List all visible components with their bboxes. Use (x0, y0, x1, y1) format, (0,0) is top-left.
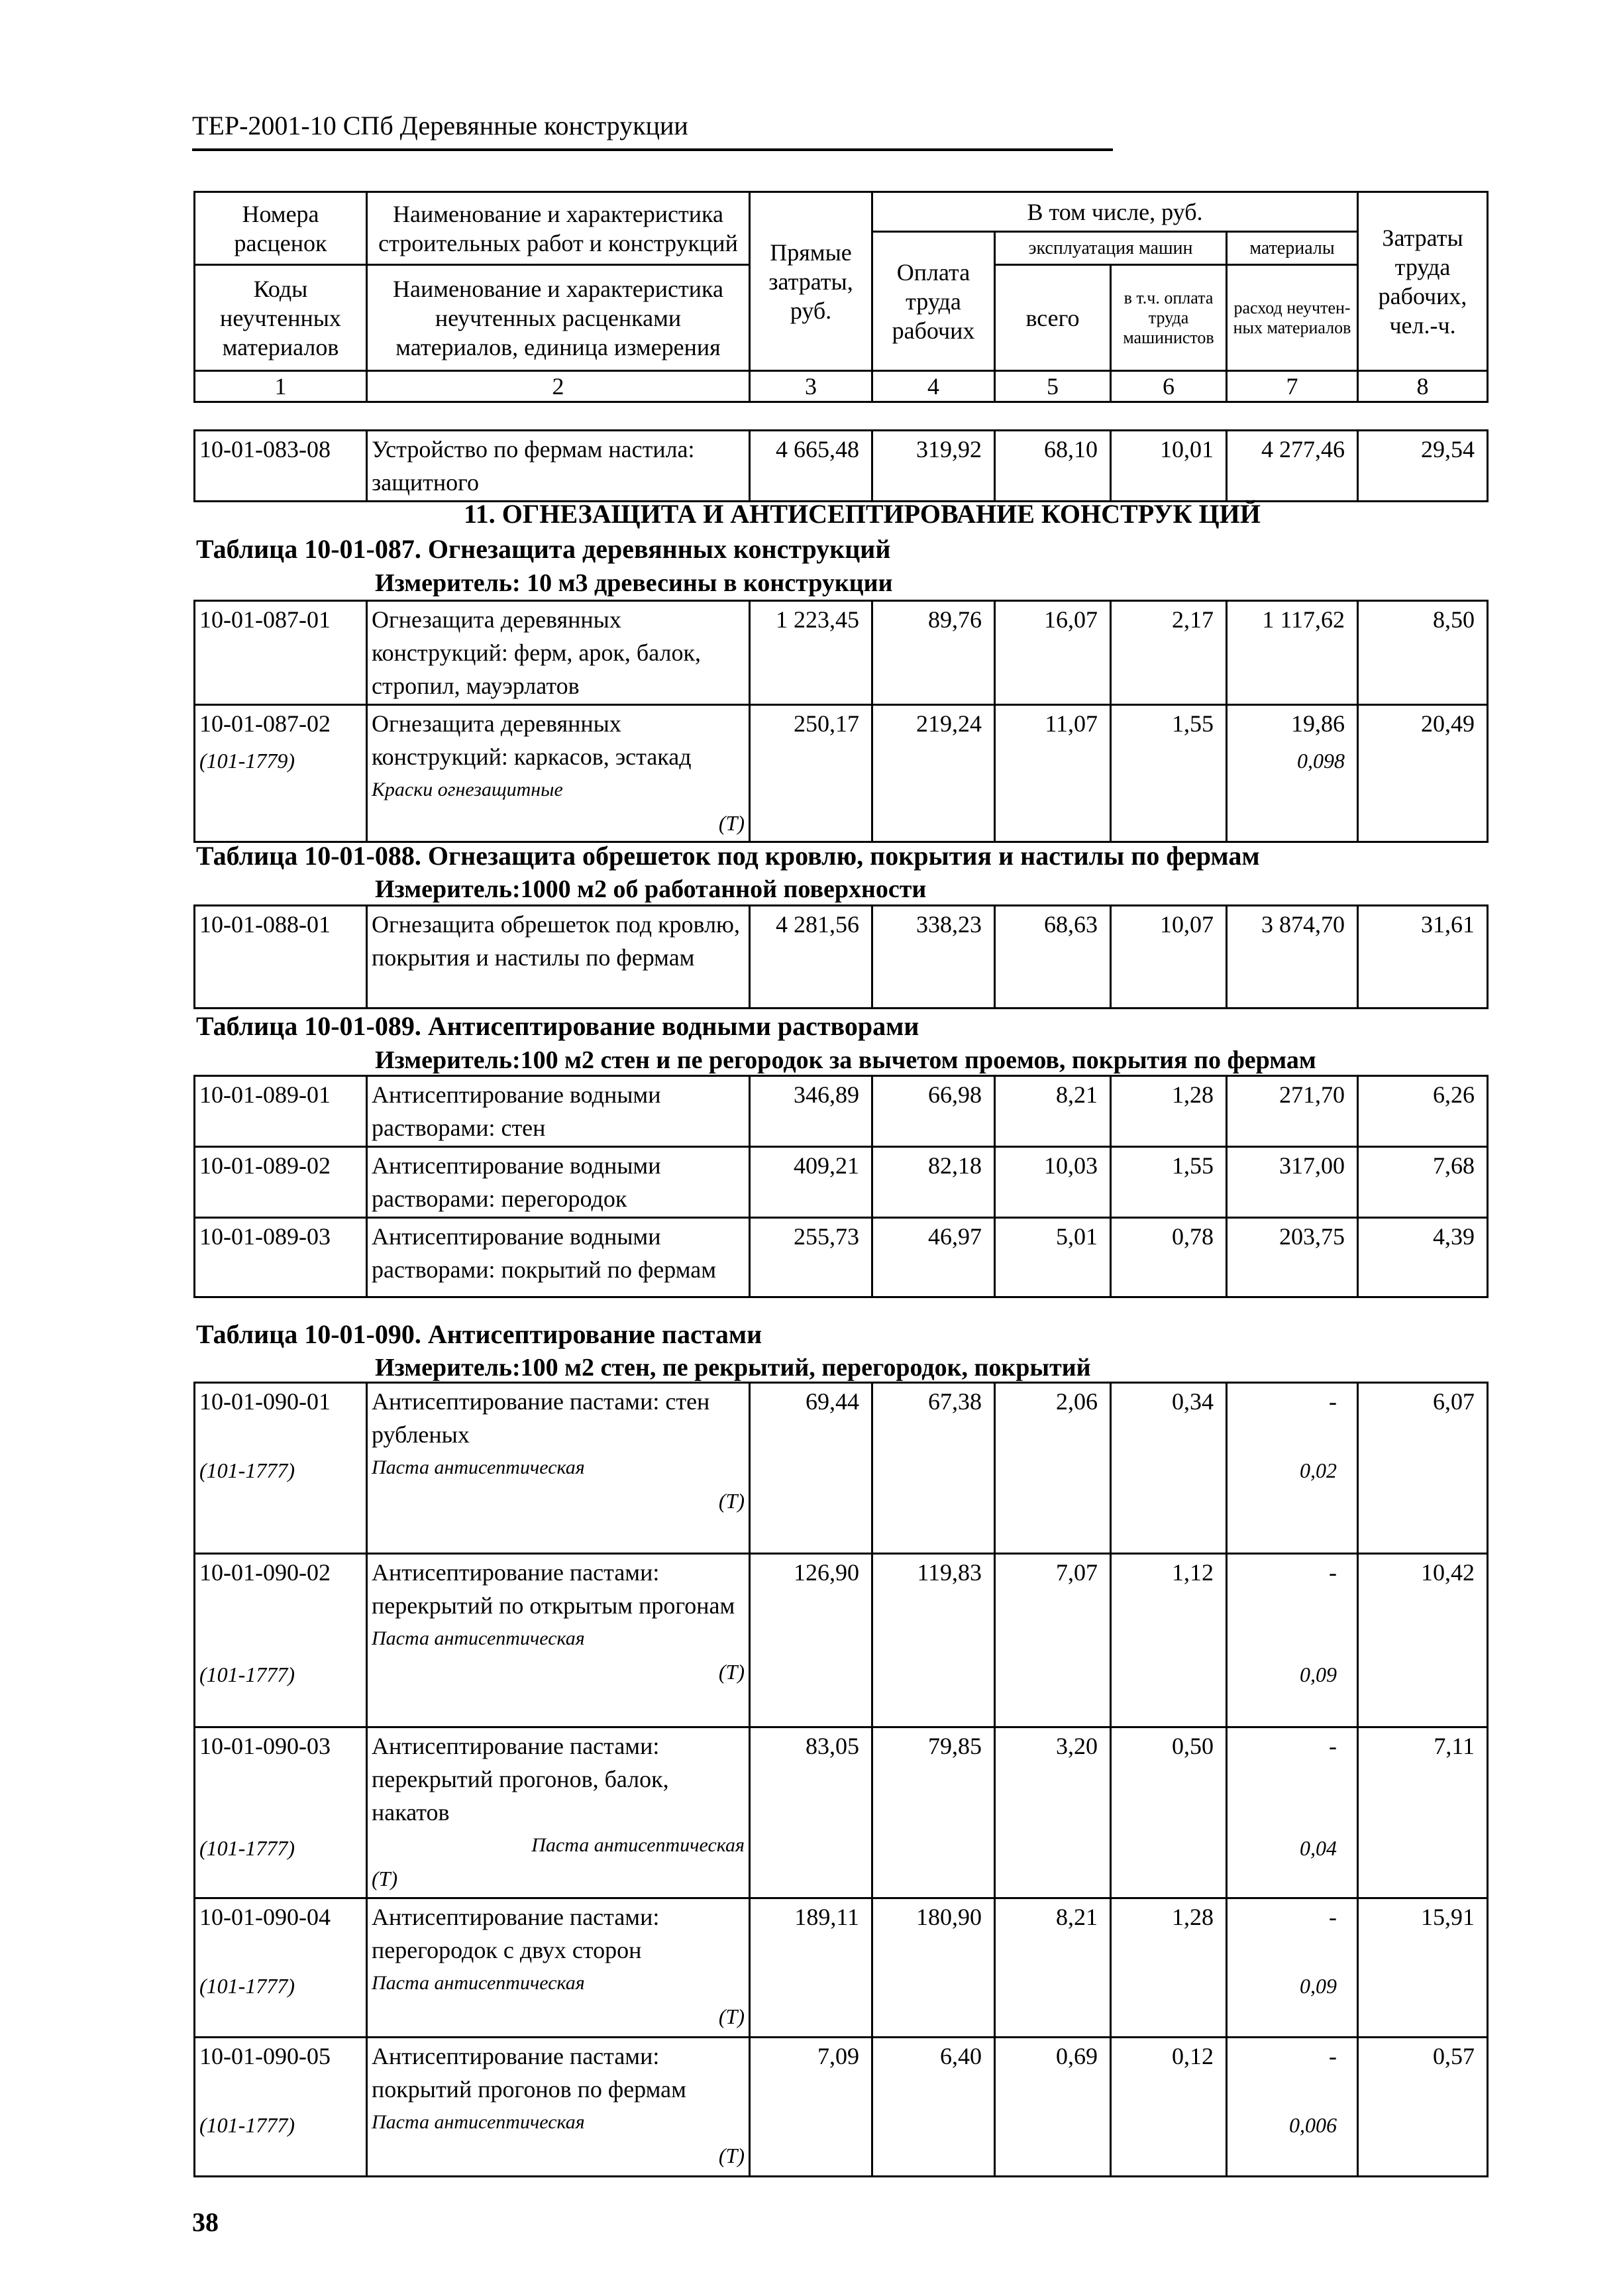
material-cost: 317,00 (1227, 1147, 1358, 1218)
rate-code: 10-01-090-01 (199, 1388, 331, 1415)
col-number: 6 (1111, 371, 1227, 402)
direct-cost: 69,44 (750, 1383, 872, 1554)
rate-code: 10-01-087-01 (195, 601, 367, 705)
table-title: Таблица 10-01-088. Огнезащита обрешеток под кровлю, покрытия и настилы по фермам (196, 841, 1260, 871)
material-cost: - (1329, 1904, 1337, 1930)
material-cost: 19,86 (1291, 710, 1345, 737)
labor-cost: 82,18 (872, 1147, 995, 1218)
material-cost: - (1329, 2043, 1337, 2069)
labor-hours: 7,68 (1358, 1147, 1488, 1218)
rate-code: 10-01-090-05 (199, 2043, 331, 2069)
direct-cost: 126,90 (750, 1554, 872, 1727)
labor-hours: 8,50 (1358, 601, 1488, 705)
measure-unit: Измеритель: 10 м3 древесины в конструкции (375, 569, 893, 597)
col1-header-top: Номера расценок (195, 192, 367, 265)
measure-unit: Измеритель:100 м2 стен и пе регородок за вычетом проемов, покрытия по фермам (375, 1046, 1316, 1074)
material-qty: 0,09 (1300, 1974, 1337, 1998)
labor-hours: 10,42 (1358, 1554, 1488, 1727)
material-code: (101-1777) (199, 2113, 295, 2137)
rate-code: 10-01-089-01 (195, 1076, 367, 1147)
direct-cost: 83,05 (750, 1727, 872, 1898)
group-header: В том числе, руб. (872, 192, 1358, 232)
machine-cost: 2,06 (995, 1383, 1111, 1554)
unit-mark: (Т) (718, 2004, 745, 2028)
col-number: 5 (995, 371, 1111, 402)
direct-cost: 1 223,45 (750, 601, 872, 705)
table-row (195, 1218, 1488, 1297)
rate-name: Антисептирование водными растворами: стен (367, 1076, 750, 1147)
material-name: Паста антисептическая (372, 1456, 585, 1478)
table-row (195, 1383, 1488, 1554)
material-code: (101-1777) (199, 1663, 295, 1686)
rate-name: Огнезащита деревянных конструкций: ферм, арок, балок, стропил, мауэрлатов (367, 601, 750, 705)
machinist-cost: 1,28 (1111, 1076, 1227, 1147)
labor-hours: 6,07 (1358, 1383, 1488, 1554)
direct-cost: 4 281,56 (750, 906, 872, 1009)
material-name: Паста антисептическая (372, 2111, 585, 2133)
col7-header: расход неучтен-ных материалов (1227, 265, 1358, 371)
material-name: Паста антисептическая (372, 1627, 585, 1649)
machinist-cost: 0,78 (1111, 1218, 1227, 1297)
machine-cost: 68,63 (995, 906, 1111, 1009)
machinist-cost: 1,28 (1111, 1898, 1227, 2038)
table-title: Таблица 10-01-089. Антисептирование водными растворами (196, 1011, 919, 1041)
table-row (195, 705, 1488, 842)
table-row (195, 906, 1488, 1009)
machine-cost: 16,07 (995, 601, 1111, 705)
labor-hours: 7,11 (1358, 1727, 1488, 1898)
material-name: Паста антисептическая (372, 1972, 585, 1994)
machine-cost: 5,01 (995, 1218, 1111, 1297)
labor-hours: 0,57 (1358, 2038, 1488, 2177)
machinist-cost: 10,01 (1111, 431, 1227, 502)
direct-cost: 409,21 (750, 1147, 872, 1218)
unit-mark: (Т) (718, 811, 745, 835)
material-code: (101-1779) (199, 749, 295, 773)
labor-hours: 15,91 (1358, 1898, 1488, 2038)
machinist-cost: 1,12 (1111, 1554, 1227, 1727)
labor-hours: 31,61 (1358, 906, 1488, 1009)
rate-code: 10-01-090-03 (199, 1733, 331, 1759)
running-header: ТЕР-2001-10 СПб Деревянные конструкции (192, 111, 688, 140)
direct-cost: 189,11 (750, 1898, 872, 2038)
machinist-cost: 1,55 (1111, 1147, 1227, 1218)
labor-cost: 119,83 (872, 1554, 995, 1727)
table-row (195, 1898, 1488, 2038)
rate-name: Антисептирование пастами: стен рубленых (372, 1388, 710, 1448)
direct-cost: 4 665,48 (750, 431, 872, 502)
table-087 (193, 600, 1489, 843)
rate-code: 10-01-088-01 (195, 906, 367, 1009)
col2-header-top: Наименование и характеристика строительных работ и конструкций (367, 192, 750, 265)
machinist-cost: 2,17 (1111, 601, 1227, 705)
rate-name: Антисептирование водными растворами: перегородок (367, 1147, 750, 1218)
labor-cost: 79,85 (872, 1727, 995, 1898)
labor-hours: 6,26 (1358, 1076, 1488, 1147)
machine-cost: 10,03 (995, 1147, 1111, 1218)
table-083-08 (193, 429, 1489, 502)
unit-mark: (Т) (372, 1867, 398, 1890)
machinist-cost: 0,50 (1111, 1727, 1227, 1898)
rate-code: 10-01-089-02 (195, 1147, 367, 1218)
machine-cost: 11,07 (995, 705, 1111, 842)
col-number: 8 (1358, 371, 1488, 402)
column-header-table (193, 191, 1489, 403)
col8-header: Затраты труда рабочих, чел.-ч. (1358, 192, 1488, 371)
unit-mark: (Т) (718, 1489, 745, 1513)
col1-header-bottom: Коды неучтенных материалов (195, 265, 367, 371)
materials-header: материалы (1227, 232, 1358, 265)
rate-code: 10-01-090-02 (199, 1559, 331, 1586)
rate-name: Антисептирование пастами: перегородок с двух сторон (372, 1904, 660, 1963)
rate-name: Огнезащита обрешеток под кровлю, покрытия и настилы по фермам (367, 906, 750, 1009)
table-title: Таблица 10-01-087. Огнезащита деревянных конструкций (196, 534, 891, 564)
unit-mark: (Т) (718, 2144, 745, 2167)
machinist-cost: 0,34 (1111, 1383, 1227, 1554)
col5-header: всего (995, 265, 1111, 371)
unit-mark: (Т) (718, 1660, 745, 1684)
table-090 (193, 1382, 1489, 2177)
direct-cost: 255,73 (750, 1218, 872, 1297)
material-cost: - (1329, 1388, 1337, 1415)
rate-name: Антисептирование пастами: перекрытий по открытым прогонам (372, 1559, 735, 1619)
material-qty: 0,098 (1297, 749, 1345, 773)
rate-name: Огнезащита деревянных конструкций: каркасов, эстакад (372, 710, 692, 770)
page-number: 38 (192, 2207, 219, 2237)
machine-cost: 68,10 (995, 431, 1111, 502)
labor-hours: 20,49 (1358, 705, 1488, 842)
rate-code: 10-01-089-03 (195, 1218, 367, 1297)
material-cost: - (1329, 1559, 1337, 1586)
col-number: 4 (872, 371, 995, 402)
machine-cost: 8,21 (995, 1898, 1111, 2038)
table-row (195, 1076, 1488, 1147)
labor-cost: 46,97 (872, 1218, 995, 1297)
labor-cost: 66,98 (872, 1076, 995, 1147)
machinist-cost: 10,07 (1111, 906, 1227, 1009)
machinist-cost: 0,12 (1111, 2038, 1227, 2177)
direct-cost: 7,09 (750, 2038, 872, 2177)
labor-hours: 29,54 (1358, 431, 1488, 502)
labor-cost: 6,40 (872, 2038, 995, 2177)
material-cost: 203,75 (1227, 1218, 1358, 1297)
rate-name: Антисептирование пастами: перекрытий прогонов, балок, накатов (372, 1733, 669, 1826)
machine-cost: 0,69 (995, 2038, 1111, 2177)
rate-name: Антисептирование водными растворами: покрытий по фермам (367, 1218, 750, 1297)
table-row (195, 1554, 1488, 1727)
rate-code: 10-01-090-04 (199, 1904, 331, 1930)
table-089 (193, 1075, 1489, 1298)
table-row (195, 2038, 1488, 2177)
material-qty: 0,09 (1300, 1663, 1337, 1686)
machine-cost: 7,07 (995, 1554, 1111, 1727)
table-088 (193, 904, 1489, 1009)
labor-cost: 319,92 (872, 431, 995, 502)
direct-cost: 250,17 (750, 705, 872, 842)
table-row (195, 601, 1488, 705)
material-cost: 3 874,70 (1227, 906, 1358, 1009)
labor-hours: 4,39 (1358, 1218, 1488, 1297)
header-rule (192, 148, 1113, 151)
col-number: 3 (750, 371, 872, 402)
material-name: Краски огнезащитные (372, 779, 563, 800)
labor-cost: 180,90 (872, 1898, 995, 2038)
col2-header-bottom: Наименование и характеристика неучтенных расценками материалов, единица измерения (367, 265, 750, 371)
rate-name: Антисептирование пастами: покрытий прогонов по фермам (372, 2043, 686, 2103)
material-code: (101-1777) (199, 1836, 295, 1860)
machines-header: эксплуатация машин (995, 232, 1227, 265)
labor-cost: 89,76 (872, 601, 995, 705)
col-number: 2 (367, 371, 750, 402)
col-number: 1 (195, 371, 367, 402)
measure-unit: Измеритель:1000 м2 об работанной поверхности (375, 875, 927, 903)
table-row (195, 431, 1488, 502)
labor-cost: 67,38 (872, 1383, 995, 1554)
labor-cost: 219,24 (872, 705, 995, 842)
rate-code: 10-01-087-02 (199, 710, 331, 737)
material-qty: 0,04 (1300, 1836, 1337, 1860)
material-qty: 0,006 (1289, 2113, 1337, 2137)
material-cost: 4 277,46 (1227, 431, 1358, 502)
measure-unit: Измеритель:100 м2 стен, пе рекрытий, перегородок, покрытий (375, 1354, 1091, 1382)
machinist-cost: 1,55 (1111, 705, 1227, 842)
labor-cost: 338,23 (872, 906, 995, 1009)
material-code: (101-1777) (199, 1458, 295, 1482)
section-title: 11. ОГНЕЗАЩИТА И АНТИСЕПТИРОВАНИЕ КОНСТРУК ЦИЙ (464, 499, 1261, 529)
material-qty: 0,02 (1300, 1458, 1337, 1482)
material-cost: 271,70 (1227, 1076, 1358, 1147)
rate-code: 10-01-083-08 (195, 431, 367, 502)
col6-header: в т.ч. оплата труда машинистов (1111, 265, 1227, 371)
material-code: (101-1777) (199, 1974, 295, 1998)
machine-cost: 8,21 (995, 1076, 1111, 1147)
table-row (195, 1727, 1488, 1898)
col3-header: Прямые затраты, руб. (750, 192, 872, 371)
table-row (195, 1147, 1488, 1218)
machine-cost: 3,20 (995, 1727, 1111, 1898)
direct-cost: 346,89 (750, 1076, 872, 1147)
col-number: 7 (1227, 371, 1358, 402)
material-cost: - (1329, 1733, 1337, 1759)
rate-name: Устройство по фермам настила: защитного (367, 431, 750, 502)
col4-header: Оплата труда рабочих (872, 232, 995, 371)
material-name: Паста антисептическая (531, 1834, 745, 1856)
material-cost: 1 117,62 (1227, 601, 1358, 705)
table-title: Таблица 10-01-090. Антисептирование пастами (196, 1319, 762, 1349)
